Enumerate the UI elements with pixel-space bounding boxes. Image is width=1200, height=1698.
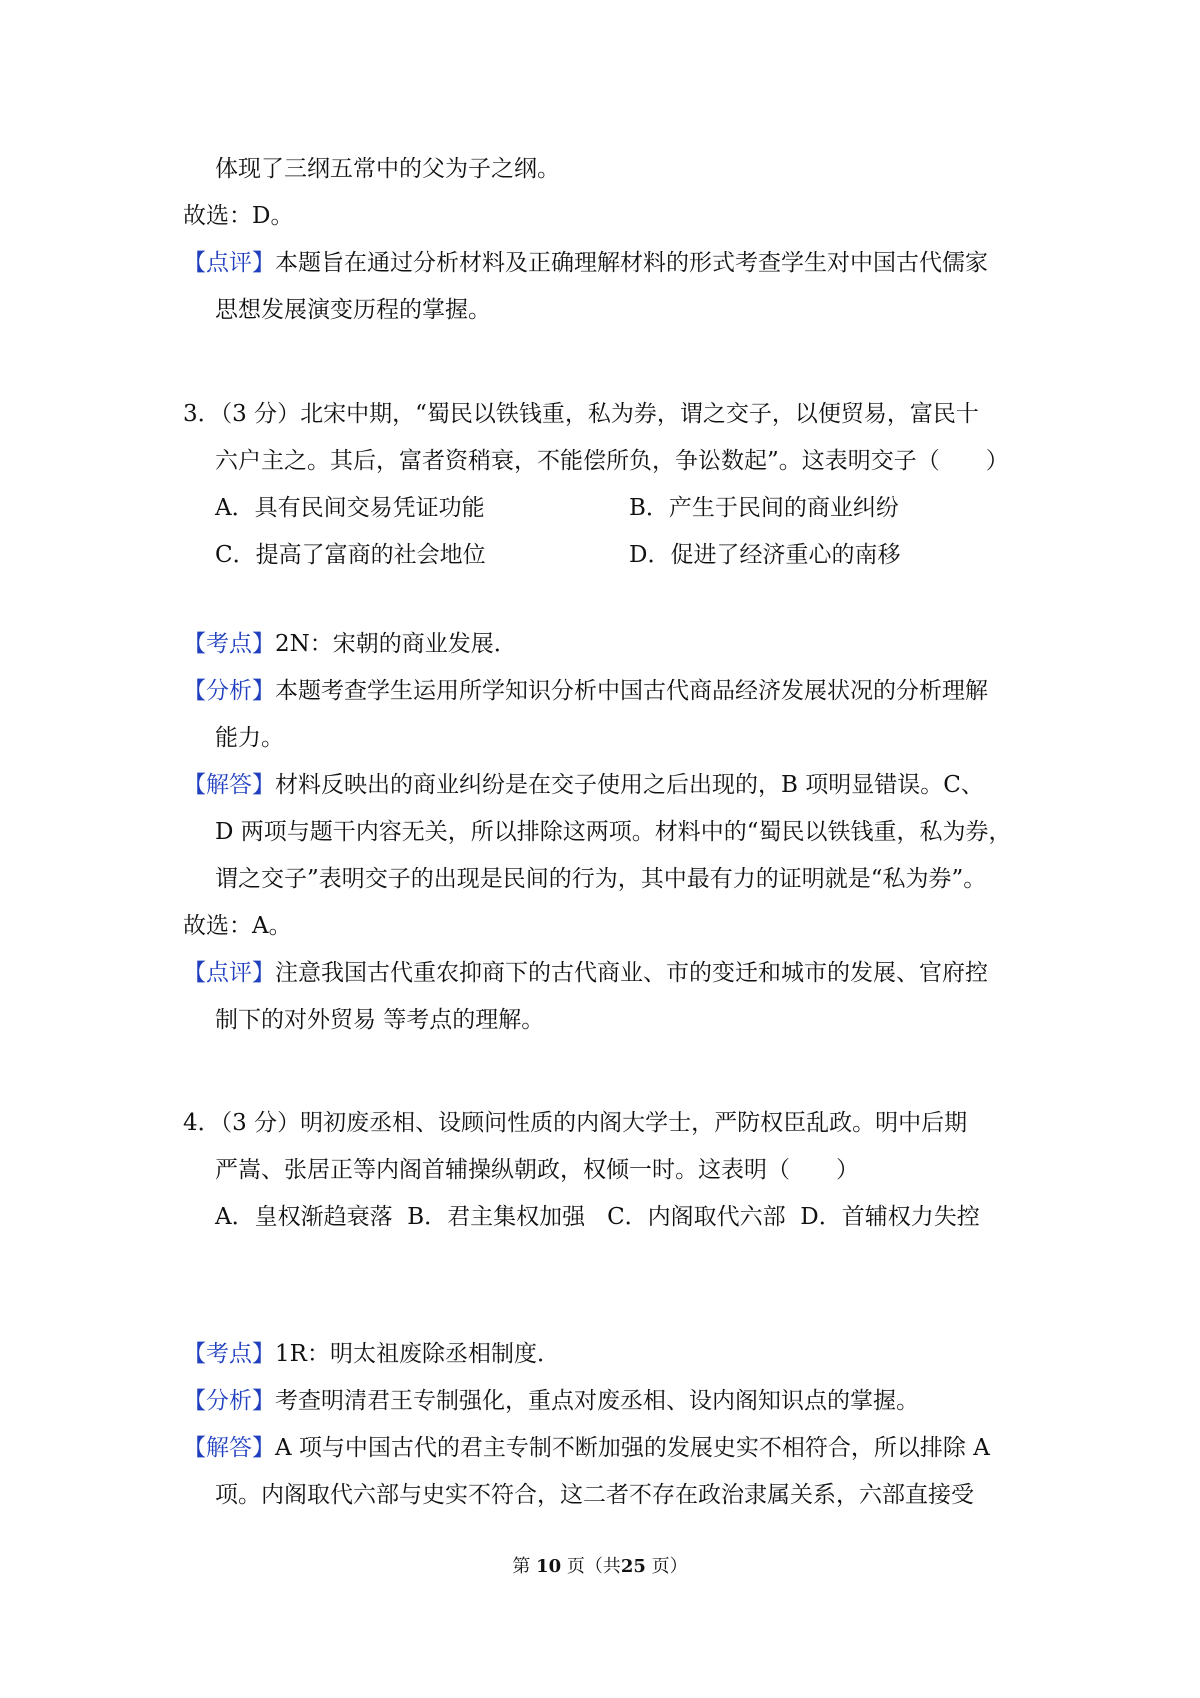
- question-4-options: A．皇权渐趋衰落 B．君主集权加强 C．内阁取代六部 D．首辅权力失控: [215, 1204, 980, 1230]
- review-text: 本题旨在通过分析材料及正确理解材料的形式考查学生对中国古代儒家: [275, 250, 988, 276]
- fenxi-text: 本题考查学生运用所学知识分析中国古代商品经济发展状况的分析理解: [275, 678, 988, 704]
- question-3-stem: 3．（3 分）北宋中期，“蜀民以铁钱重，私为券，谓之交子，以便贸易，富民十: [183, 401, 979, 427]
- review-tag: 【点评】: [183, 960, 275, 986]
- jieda-text: 材料反映出的商业纠纷是在交子使用之后出现的，B 项明显错误。C、: [275, 772, 984, 798]
- kaodian-tag: 【考点】: [183, 631, 275, 657]
- kaodian-text: 2N：宋朝的商业发展．: [275, 631, 517, 657]
- footer-middle: 页（共: [566, 1556, 621, 1577]
- option-d: D．促进了经济重心的南移: [629, 542, 901, 568]
- kaodian-line: [183, 627, 517, 661]
- option-b: B．产生于民间的商业纠纷: [629, 495, 899, 521]
- answer-choice: 故选：D。: [183, 203, 294, 229]
- page-number: 10: [536, 1556, 562, 1577]
- review-line: [183, 956, 988, 990]
- kaodian-text: 1R：明太祖废除丞相制度．: [275, 1341, 560, 1367]
- fenxi-tag: 【分析】: [183, 678, 275, 704]
- kaodian-tag: 【考点】: [183, 1341, 275, 1367]
- question-3-stem-cont: 六户主之。其后，富者资稍衰，不能偿所负，争讼数起”。这表明交子（ ）: [215, 448, 1009, 474]
- footer-suffix: 页）: [651, 1556, 688, 1577]
- review-text-cont: 制下的对外贸易 等考点的理解。: [215, 1007, 545, 1033]
- jieda-text-cont: 项。内阁取代六部与史实不符合，这二者不存在政治隶属关系，六部直接受: [215, 1482, 974, 1508]
- jieda-text-cont: D 两项与题干内容无关，所以排除这两项。材料中的“蜀民以铁钱重，私为券，: [215, 819, 1012, 845]
- kaodian-line: [183, 1337, 560, 1371]
- fenxi-line: [183, 674, 988, 708]
- question-4-stem: 4．（3 分）明初废丞相、设顾问性质的内阁大学士，严防权臣乱政。明中后期: [183, 1110, 968, 1136]
- jieda-line: [183, 1431, 990, 1465]
- review-text: 注意我国古代重农抑商下的古代商业、市的变迁和城市的发展、官府控: [275, 960, 988, 986]
- option-a: A．具有民间交易凭证功能: [215, 495, 485, 521]
- review-tag: 【点评】: [183, 250, 275, 276]
- fenxi-line: [183, 1384, 919, 1418]
- question-4-stem-cont: 严嵩、张居正等内阁首辅操纵朝政，权倾一时。这表明（ ）: [215, 1157, 859, 1183]
- review-line: [183, 246, 988, 280]
- jieda-tag: 【解答】: [183, 772, 275, 798]
- jieda-tag: 【解答】: [183, 1435, 275, 1461]
- paragraph-line: 体现了三纲五常中的父为子之纲。: [215, 156, 560, 182]
- fenxi-text: 考查明清君王专制强化，重点对废丞相、设内阁知识点的掌握。: [275, 1388, 919, 1414]
- option-c: C．提高了富商的社会地位: [215, 542, 486, 568]
- fenxi-tag: 【分析】: [183, 1388, 275, 1414]
- review-text-cont: 思想发展演变历程的掌握。: [215, 297, 491, 323]
- jieda-text-cont: 谓之交子”表明交子的出现是民间的行为，其中最有力的证明就是“私为券”。: [215, 866, 987, 892]
- jieda-line: [183, 768, 984, 802]
- fenxi-text-cont: 能力。: [215, 725, 284, 751]
- footer-prefix: 第: [512, 1556, 531, 1577]
- total-pages: 25: [620, 1556, 646, 1577]
- page-footer: [0, 1555, 1200, 1579]
- jieda-text: A 项与中国古代的君主专制不断加强的发展史实不相符合，所以排除 A: [275, 1435, 990, 1461]
- answer-choice: 故选：A。: [183, 913, 292, 939]
